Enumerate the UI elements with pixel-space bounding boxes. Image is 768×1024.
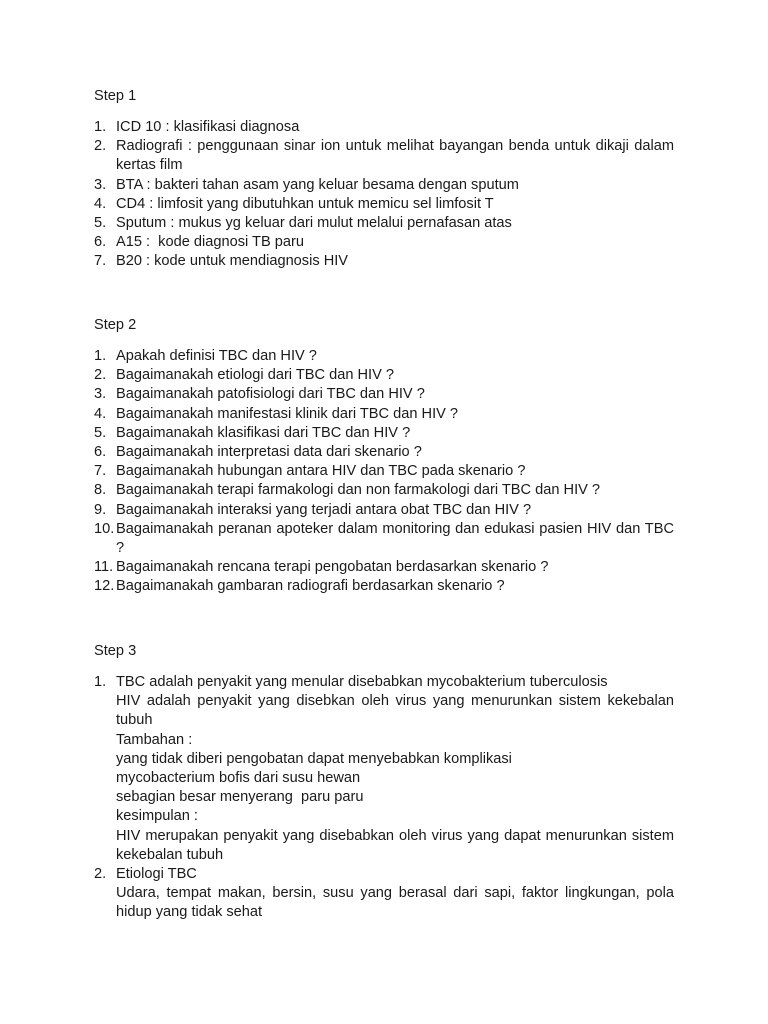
list-item-text: Radiografi : penggunaan sinar ion untuk melihat bayangan benda untuk dikaji dalam kertas film [116,138,674,174]
list-item-text: B20 : kode untuk mendiagnosis HIV [116,253,349,270]
list-item [94,233,674,252]
list-number: 2. [94,866,107,883]
list-item-text: Bagaimanakah hubungan antara HIV dan TBC pada skenario ? [116,463,526,480]
list-item-line: HIV adalah penyakit yang disebkan oleh virus yang menurunkan sistem kekebalan tubuh [116,693,674,729]
list-number: 7. [94,463,107,480]
list-item-text: Bagaimanakah manifestasi klinik dari TBC dan HIV ? [116,405,459,422]
list-item [94,865,674,923]
list-item-line: mycobacterium bofis dari susu hewan [116,770,361,787]
list-item-line: Udara, tempat makan, bersin, susu yang berasal dari sapi, faktor lingkungan, pola hidup yang tidak sehat [116,885,674,921]
list-item-text: Bagaimanakah gambaran radiografi berdasarkan skenario ? [116,578,505,595]
list-number: 2. [94,138,107,155]
list-number: 6. [94,234,107,251]
list-item-line: TBC adalah penyakit yang menular disebabkan mycobakterium tuberculosis [116,674,608,690]
list-item-text: Sputum : mukus yg keluar dari mulut melalui pernafasan atas [116,215,512,232]
list-item-text: ICD 10 : klasifikasi diagnosa [116,119,300,135]
list-number: 9. [94,501,107,518]
list-item [94,558,674,577]
list-number: 1. [94,348,107,364]
list-number: 3. [94,386,107,403]
list-item [94,176,674,195]
list-number: 4. [94,195,107,212]
list-item-line: Tambahan : [116,731,193,748]
list-number: 7. [94,253,107,270]
list-number: 4. [94,405,107,422]
list-number: 10. [94,520,115,537]
list-item-text: CD4 : limfosit yang dibutuhkan untuk memicu sel limfosit T [116,195,494,212]
list-number: 5. [94,215,107,232]
list-item [94,405,674,424]
list-item-text: Bagaimanakah interpretasi data dari skenario ? [116,444,422,461]
list-item [94,481,674,500]
list-item [94,462,674,481]
list-item-line: Etiologi TBC [116,866,197,883]
list-item-text: Bagaimanakah etiologi dari TBC dan HIV ? [116,367,394,384]
step1-heading: Step 1 [94,88,137,104]
list-item-text: Bagaimanakah peranan apoteker dalam monitoring dan edukasi pasien HIV dan TBC ? [116,520,674,557]
step2-list [94,347,674,597]
list-number: 6. [94,444,107,461]
list-item [94,137,674,175]
list-item [94,501,674,520]
list-item [94,195,674,214]
list-item [94,577,674,596]
list-number: 1. [94,674,107,690]
list-item [94,347,674,366]
list-number: 3. [94,176,107,193]
list-item-text: BTA : bakteri tahan asam yang keluar besama dengan sputum [116,176,519,193]
list-number: 5. [94,424,107,441]
list-item [94,214,674,233]
list-item-text: Bagaimanakah klasifikasi dari TBC dan HIV ? [116,424,411,441]
list-item-text: Bagaimanakah interaksi yang terjadi antara obat TBC dan HIV ? [116,501,532,518]
list-number: 2. [94,367,107,384]
list-item [94,385,674,404]
list-item-text: Bagaimanakah patofisiologi dari TBC dan HIV ? [116,386,425,403]
list-item-line: yang tidak diberi pengobatan dapat menyebabkan komplikasi [116,750,512,767]
list-item [94,424,674,443]
list-number: 8. [94,482,107,499]
list-item-line: sebagian besar menyerang paru paru [116,789,364,806]
list-item-text: Apakah definisi TBC dan HIV ? [116,348,317,364]
list-number: 12. [94,578,115,595]
list-item-line: kesimpulan : [116,808,198,825]
step3-heading: Step 3 [94,643,137,659]
list-item [94,366,674,385]
list-item-line: HIV merupakan penyakit yang disebabkan oleh virus yang dapat menurunkan sistem kekebalan tubuh [116,827,674,863]
list-item [94,443,674,462]
list-item [94,118,674,137]
list-item [94,673,674,865]
step3-list [94,673,674,923]
list-number: 1. [94,119,107,135]
list-number: 11. [94,559,114,576]
step1-list [94,118,674,272]
list-item-text: A15 : kode diagnosi TB paru [116,234,304,251]
list-item-text: Bagaimanakah rencana terapi pengobatan berdasarkan skenario ? [116,559,549,576]
step2-heading: Step 2 [94,317,137,333]
list-item [94,520,674,558]
list-item [94,252,674,271]
list-item-text: Bagaimanakah terapi farmakologi dan non farmakologi dari TBC dan HIV ? [116,482,601,499]
